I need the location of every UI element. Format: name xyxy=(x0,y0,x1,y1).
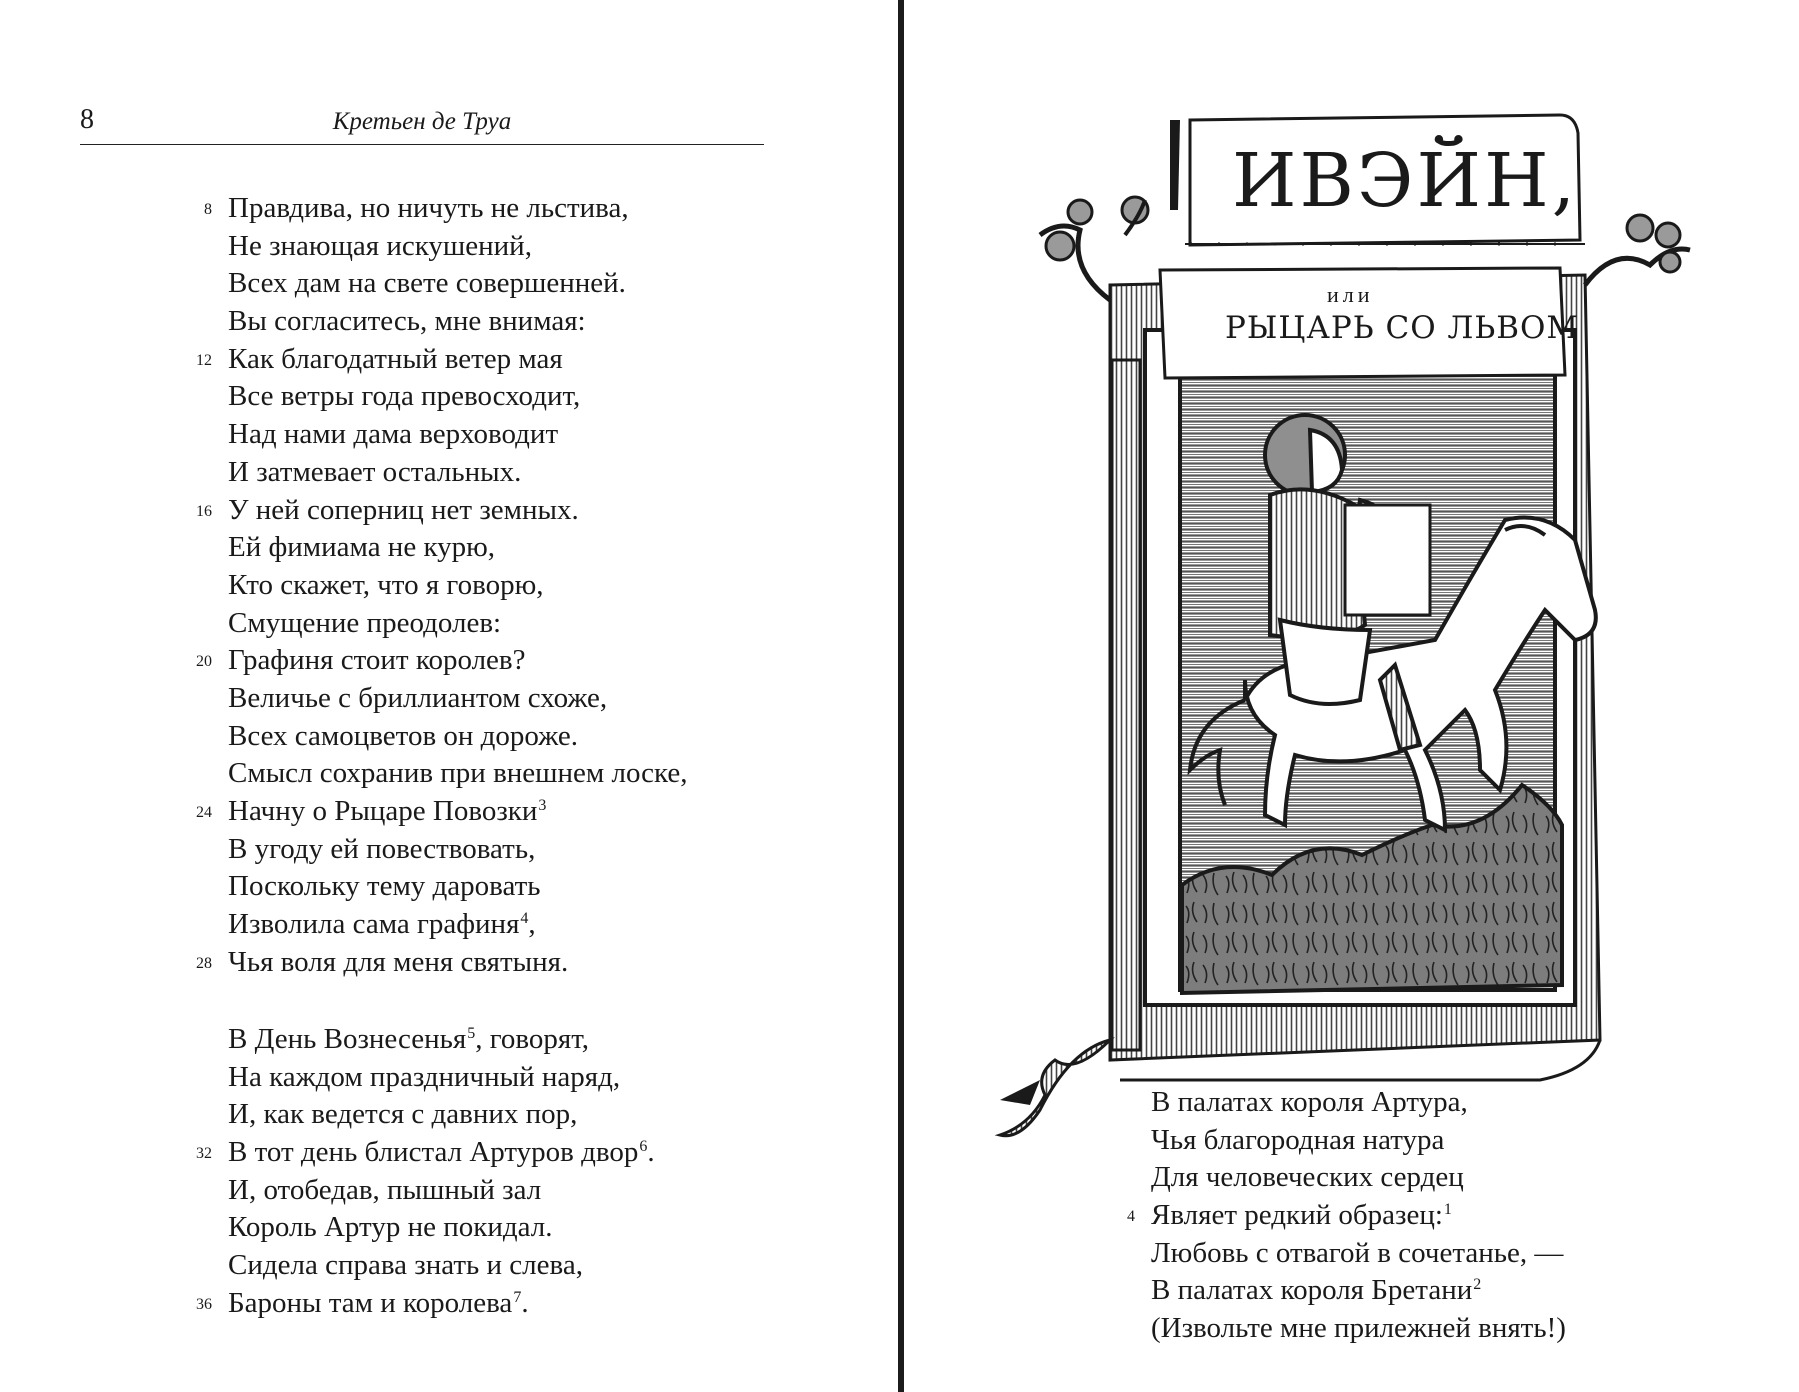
line-main-text: У ней соперниц нет земных. xyxy=(228,493,579,526)
line-number: 32 xyxy=(196,1145,212,1163)
line-text xyxy=(1151,1159,1464,1197)
line-main-text: Поскольку тему даровать xyxy=(228,870,541,903)
line-main-text: Правдива, но ничуть не льстива, xyxy=(228,192,629,224)
line-main-text: В тот день блистал Артуров двор xyxy=(228,1136,639,1169)
line-tail-text: . xyxy=(647,1136,655,1169)
line-text xyxy=(1151,1310,1566,1348)
line-main-text: Все ветры года превосходит, xyxy=(228,380,581,413)
line-number: 16 xyxy=(196,502,212,520)
line-main-text: На каждом праздничный наряд, xyxy=(228,1060,621,1093)
line-number: 4 xyxy=(1127,1208,1135,1226)
footnote-marker[interactable]: 2 xyxy=(1473,1276,1482,1294)
line-text xyxy=(1151,1272,1481,1310)
line-main-text: Сидела справа знать и слева, xyxy=(228,1249,583,1282)
title-main: ИВЭЙН, xyxy=(1232,138,1579,224)
line-tail-text: . xyxy=(521,1286,529,1319)
footnote-marker[interactable]: 7 xyxy=(513,1288,522,1306)
verse-line xyxy=(0,1122,1445,1160)
line-main-text: Как благодатный ветер мая xyxy=(228,342,563,375)
verse-line xyxy=(0,1159,1464,1197)
line-number: 12 xyxy=(196,351,212,369)
line-main-text: Начну о Рыцаре Повозки xyxy=(228,795,538,827)
line-text xyxy=(1151,1235,1563,1273)
page-number: 8 xyxy=(80,104,94,135)
verse-line xyxy=(0,1310,1566,1348)
footnote-marker[interactable]: 5 xyxy=(467,1025,476,1042)
footnote-marker[interactable]: 1 xyxy=(1443,1201,1452,1219)
line-main-text: Ей фимиама не курю, xyxy=(228,531,496,564)
line-main-text: Чья благородная натура xyxy=(1151,1123,1445,1156)
line-text xyxy=(1151,1197,1452,1235)
line-main-text: В палатах короля Бретани xyxy=(1151,1274,1473,1307)
line-main-text: В угоду ей повествовать, xyxy=(228,832,536,865)
line-main-text: Величье с бриллиантом схоже, xyxy=(228,681,608,714)
line-number: 24 xyxy=(196,804,212,821)
footnote-marker[interactable]: 3 xyxy=(538,797,547,814)
line-main-text: И затмевает остальных. xyxy=(228,455,522,488)
running-title: Кретьен де Труа xyxy=(332,108,512,135)
line-main-text: Не знающая искушений, xyxy=(228,229,532,262)
line-main-text: И, отобедав, пышный зал xyxy=(228,1173,542,1206)
line-main-text: Король Артур не покидал. xyxy=(228,1211,553,1244)
line-main-text: Изволила сама графиня xyxy=(228,908,520,941)
line-main-text: Всех дам на свете совершенней. xyxy=(228,267,626,300)
line-main-text: Графиня стоит королев? xyxy=(228,644,526,677)
line-main-text: Являет редкий образец: xyxy=(1151,1199,1443,1232)
line-main-text: Смысл сохранив при внешнем лоске, xyxy=(228,757,688,790)
line-main-text: Кто скажет, что я говорю, xyxy=(228,568,544,601)
line-main-text: Бароны там и королева xyxy=(228,1286,513,1319)
verse-line xyxy=(0,1197,1452,1235)
verse-line xyxy=(0,1272,1482,1310)
line-main-text: Над нами дама верховодит xyxy=(228,418,559,451)
line-main-text: Любовь с отвагой в сочетанье, — xyxy=(1151,1236,1564,1269)
footnote-marker[interactable]: 4 xyxy=(520,910,529,928)
line-number: 28 xyxy=(196,954,212,972)
right-stanza xyxy=(0,1084,1566,1348)
line-main-text: (Извольте мне прилежней внять!) xyxy=(1151,1312,1566,1345)
line-number: 8 xyxy=(204,201,212,218)
title-connector: или xyxy=(1327,282,1374,307)
line-main-text: В палатах короля Артура, xyxy=(1151,1086,1468,1118)
verse-line xyxy=(0,1084,1468,1122)
line-text xyxy=(1151,1122,1444,1160)
line-number: 20 xyxy=(196,653,212,671)
line-main-text: И, как ведется с давних пор, xyxy=(228,1098,578,1131)
line-main-text: Всех самоцветов он дороже. xyxy=(228,719,578,752)
line-number: 36 xyxy=(196,1295,212,1313)
line-text xyxy=(1151,1084,1468,1122)
line-tail-text: , говорят, xyxy=(475,1023,589,1055)
line-main-text: Вы согласитесь, мне внимая: xyxy=(228,305,586,338)
line-main-text: Смущение преодолев: xyxy=(228,606,502,639)
title-subtitle: РЫЦАРЬ СО ЛЬВОМ xyxy=(1225,310,1580,346)
line-main-text: В День Вознесенья xyxy=(228,1023,467,1055)
footnote-marker[interactable]: 6 xyxy=(639,1138,648,1156)
verse-line xyxy=(0,1235,1564,1273)
line-tail-text: , xyxy=(528,908,536,941)
line-main-text: Чья воля для меня святыня. xyxy=(228,945,569,978)
line-main-text: Для человеческих сердец xyxy=(1151,1161,1464,1194)
